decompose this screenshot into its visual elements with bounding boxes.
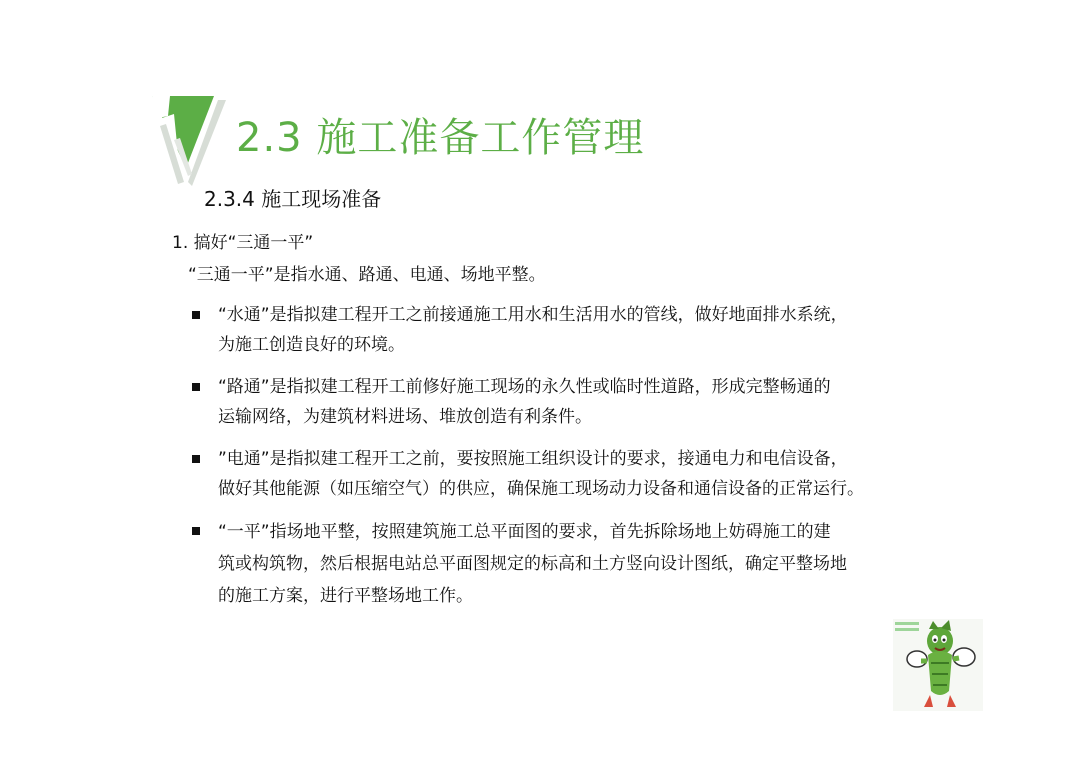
bullet-line: 的施工方案，进行平整场地工作。 (218, 586, 473, 606)
bullet-line: 运输网络，为建筑材料进场、堆放创造有利条件。 (218, 407, 592, 427)
bullet-list (192, 300, 952, 624)
bullet-electric (192, 444, 952, 504)
square-bullet-icon (192, 527, 200, 535)
bullet-line: “一平”指场地平整，按照建筑施工总平面图的要求，首先拆除场地上妨碍施工的建 (218, 522, 831, 542)
bullet-line: 为施工创造良好的环境。 (218, 335, 405, 355)
square-bullet-icon (192, 383, 200, 391)
green-triangle-logo-icon (148, 90, 234, 190)
section-subtitle: 2.3.4 施工现场准备 (204, 187, 382, 211)
bullet-line: ”电通”是指拟建工程开工之前，要按照施工组织设计的要求，接通电力和电信设备， (218, 449, 848, 469)
intro-text: “三通一平”是指水通、路通、电通、场地平整。 (188, 265, 546, 285)
bullet-line: “路通”是指拟建工程开工前修好施工现场的永久性或临时性道路，形成完整畅通的 (218, 377, 831, 397)
page-title: 2.3 施工准备工作管理 (236, 115, 645, 161)
bullet-line: “水通”是指拟建工程开工之前接通施工用水和生活用水的管线，做好地面排水系统， (218, 305, 848, 325)
square-bullet-icon (192, 311, 200, 319)
bullet-leveling (192, 516, 952, 612)
subsection-heading: 1. 搞好“三通一平” (172, 233, 314, 253)
cartoon-mascot-icon (893, 619, 983, 711)
bullet-line: 做好其他能源（如压缩空气）的供应，确保施工现场动力设备和通信设备的正常运行。 (218, 479, 864, 499)
bullet-water (192, 300, 952, 360)
square-bullet-icon (192, 455, 200, 463)
bullet-road (192, 372, 952, 432)
bullet-line: 筑或构筑物，然后根据电站总平面图规定的标高和土方竖向设计图纸，确定平整场地 (218, 554, 847, 574)
